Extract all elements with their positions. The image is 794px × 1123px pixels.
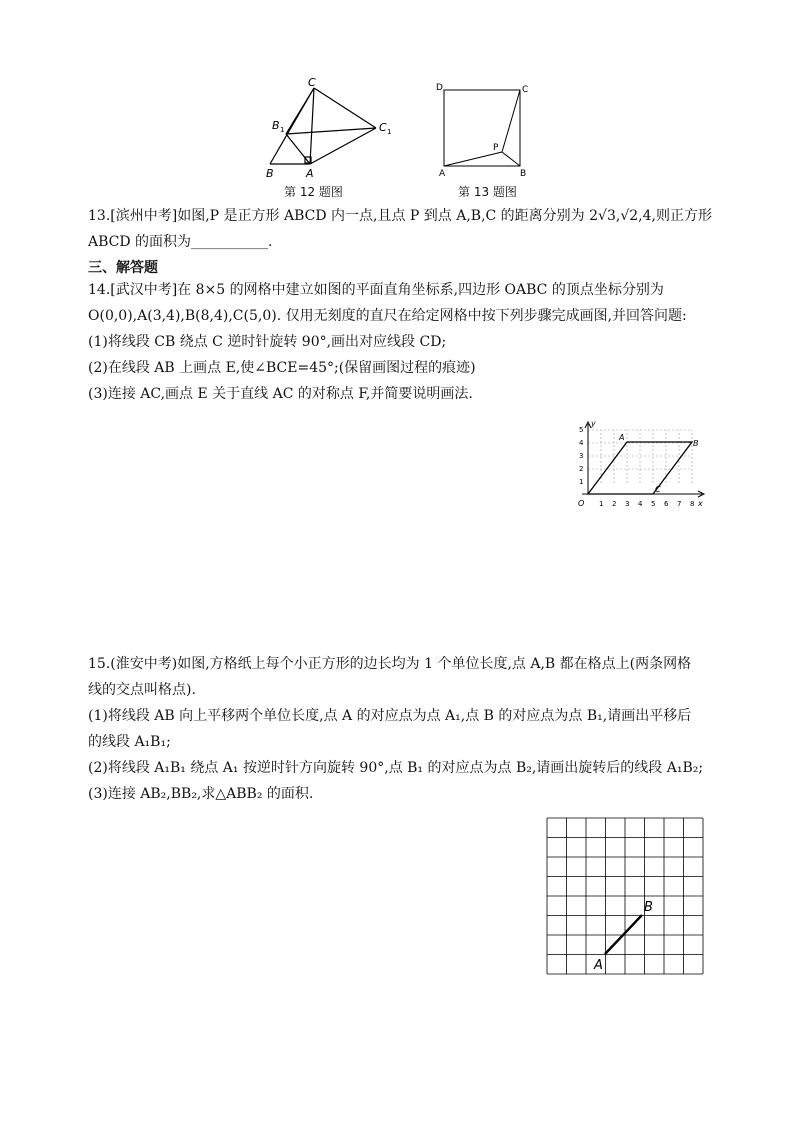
q14-origin: O	[578, 499, 585, 508]
q14-part1: (1)将线段 CB 绕点 C 逆时针旋转 90°,画出对应线段 CD;	[88, 334, 447, 350]
q14-coordinate-grid	[568, 418, 706, 512]
figure-12-caption: 第 12 题图	[284, 185, 343, 199]
q14-y-tick-label: 2	[579, 465, 584, 473]
q15-part1b: 的线段 A₁B₁;	[88, 734, 171, 750]
q14-part3: (3)连接 AC,画点 E 关于直线 AC 的对称点 F,并简要说明画法.	[88, 386, 473, 402]
fig13-label-D: D	[436, 83, 443, 93]
fig12-label-B: B	[266, 167, 274, 180]
fig12-label-C1: C	[379, 121, 387, 134]
q14-x-tick-label: 3	[625, 500, 630, 508]
q14-x-tick-label: 2	[612, 500, 617, 508]
q15-part2: (2)将线段 A₁B₁ 绕点 A₁ 按逆时针方向旋转 90°,点 B₁ 的对应点为点 B₂,请画出旋转后的线段 A₁B₂;	[88, 760, 704, 776]
q15-label-A: A	[594, 958, 603, 973]
fig13-label-P: P	[493, 143, 499, 153]
q14-part2: (2)在线段 AB 上画点 E,使∠BCE=45°;(保留画图过程的痕迹)	[88, 360, 476, 376]
q14-y-tick-label: 3	[579, 452, 584, 460]
fig13-label-A: A	[439, 169, 446, 179]
figure-13-caption: 第 13 题图	[458, 185, 517, 199]
q13-line2: ABCD 的面积为___________.	[88, 234, 273, 250]
fig12-label-A: A	[306, 167, 314, 180]
q15-part3: (3)连接 AB₂,BB₂,求△ABB₂ 的面积.	[88, 786, 314, 802]
q15-square-grid	[544, 815, 706, 977]
fig13-label-B: B	[520, 169, 527, 179]
q15-line2: 线的交点叫格点).	[88, 682, 196, 698]
q13-line1: 13.[滨州中考]如图,P 是正方形 ABCD 内一点,且点 P 到点 A,B,C 的距离分别为 2√3,√2,4,则正方形	[88, 208, 712, 224]
section-heading: 三、解答题	[88, 260, 158, 276]
q14-x-tick-label: 6	[664, 500, 669, 508]
figure-13	[434, 80, 534, 180]
q14-y-tick-label: 4	[579, 439, 584, 447]
q14-axis-x: x	[698, 499, 703, 508]
q14-x-tick-label: 5	[651, 500, 656, 508]
q14-x-tick-label: 4	[638, 500, 643, 508]
q14-label-A: A	[619, 433, 625, 442]
q14-line2: O(0,0),A(3,4),B(8,4),C(5,0). 仅用无刻度的直尺在给定网格中按下列步骤完成画图,并回答问题:	[88, 308, 687, 324]
q14-x-tick-label: 7	[677, 500, 682, 508]
q14-label-C: C	[655, 485, 661, 494]
q15-part1a: (1)将线段 AB 向上平移两个单位长度,点 A 的对应点为点 A₁,点 B 的对应点为点 B₁,请画出平移后	[88, 708, 692, 724]
fig12-label-C1-sub: 1	[387, 128, 392, 136]
figure-12	[262, 76, 402, 184]
fig12-label-C: C	[308, 76, 316, 89]
q14-label-B: B	[693, 439, 699, 448]
q14-x-tick-label: 1	[599, 500, 604, 508]
q14-x-tick-label: 8	[690, 500, 695, 508]
q14-axis-y: y	[591, 419, 596, 428]
q14-line1: 14.[武汉中考]在 8×5 的网格中建立如图的平面直角坐标系,四边形 OABC 的顶点坐标分别为	[88, 282, 664, 298]
q15-line1: 15.(淮安中考)如图,方格纸上每个小正方形的边长均为 1 个单位长度,点 A,B 都在格点上(两条网格	[88, 656, 692, 672]
q15-label-B: B	[644, 900, 653, 915]
q14-y-tick-label: 1	[579, 478, 584, 486]
fig12-label-B1: B	[272, 119, 280, 132]
fig13-label-C: C	[522, 85, 529, 95]
q14-y-tick-label: 5	[579, 426, 584, 434]
fig12-label-B1-sub: 1	[280, 126, 285, 134]
